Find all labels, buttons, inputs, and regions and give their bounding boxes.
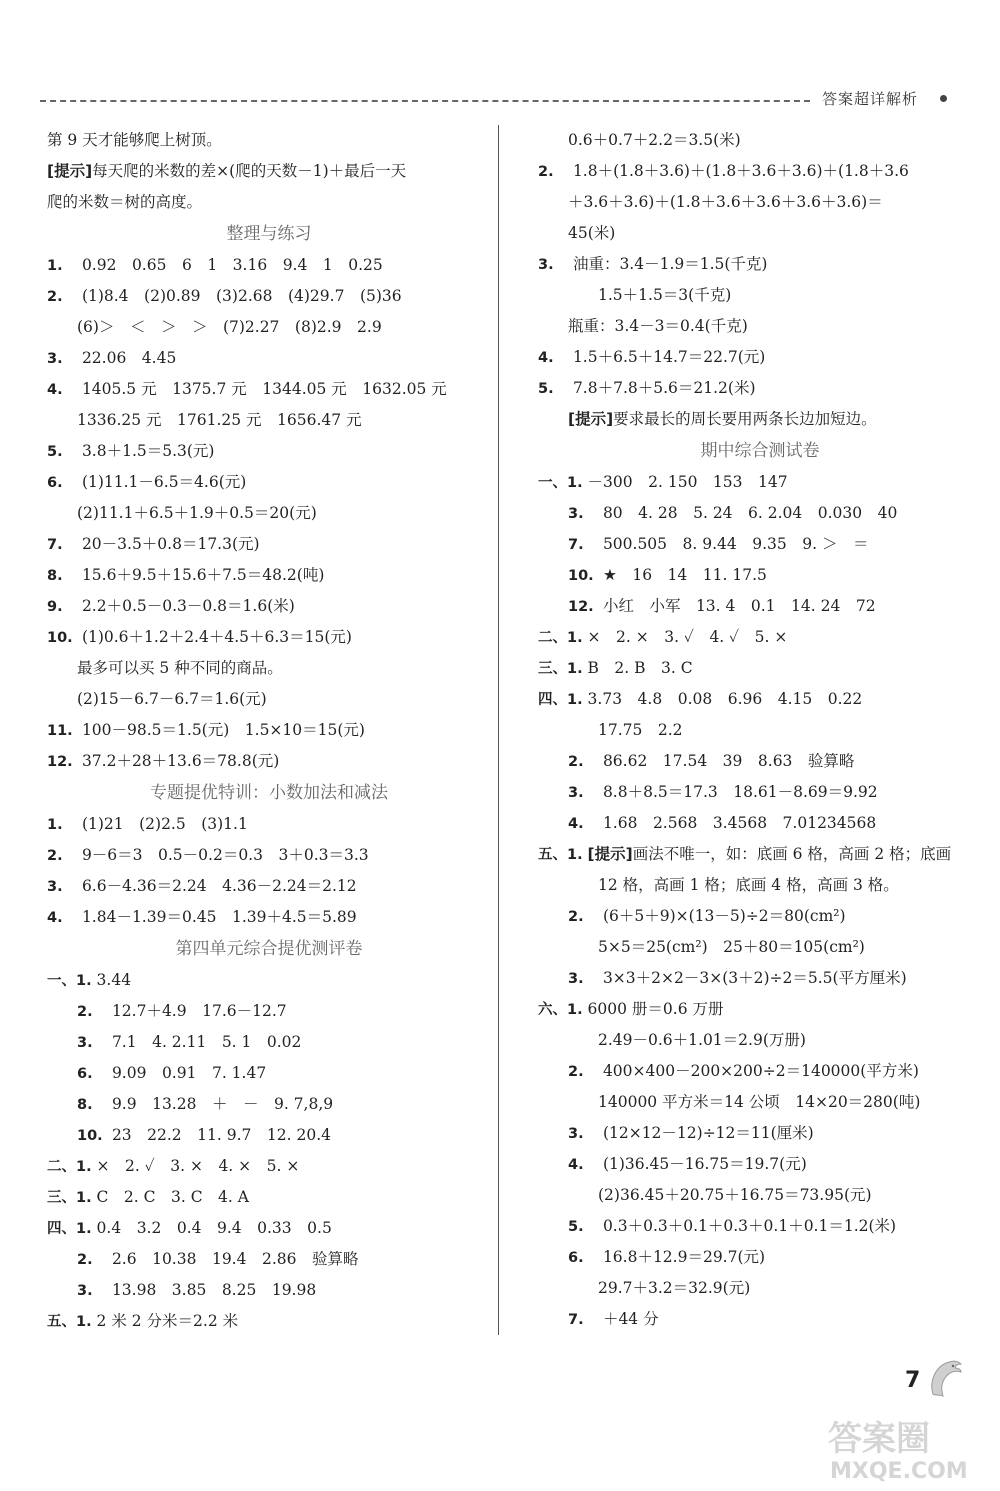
- answer-line: [538, 1118, 958, 1149]
- answer-line: [538, 218, 958, 249]
- answer-text: 140000 平方米＝14 公顷 14×20＝280(吨): [598, 1093, 921, 1111]
- item-number: 3.: [77, 1283, 93, 1299]
- answer-text: 2.49－0.6＋1.01＝2.9(万册): [598, 1031, 806, 1049]
- answer-line: [47, 498, 467, 529]
- item-number: 2.: [47, 848, 63, 864]
- answer-line: [47, 1275, 467, 1306]
- item-number: 二、1.: [538, 630, 583, 646]
- answer-text: 80 4. 28 5. 24 6. 2.04 0.030 40: [602, 504, 898, 522]
- answer-line: [538, 529, 958, 560]
- item-number: 10.: [47, 630, 73, 646]
- section-heading: 整理与练习: [226, 224, 312, 244]
- item-number: 三、1.: [538, 661, 583, 677]
- answer-text: 2 米 2 分米＝2.2 米: [96, 1312, 239, 1330]
- answer-line: [538, 1056, 958, 1087]
- answer-text: 15.6＋9.5＋15.6＋7.5＝48.2(吨): [81, 566, 325, 584]
- answer-text: 1.5＋6.5＋14.7＝22.7(元): [572, 348, 766, 366]
- answer-line: [47, 1244, 467, 1275]
- answer-text: 22.06 4.45: [81, 349, 177, 367]
- item-number: 12.: [568, 599, 594, 615]
- answer-line: [538, 342, 958, 373]
- answer-line: [538, 1211, 958, 1242]
- answer-line: [538, 684, 958, 715]
- item-number: 4.: [47, 382, 63, 398]
- answer-text: 9.09 0.91 7. 1.47: [111, 1064, 267, 1082]
- answer-line: [538, 622, 958, 653]
- answer-text: 3.44: [96, 971, 132, 989]
- item-number: 三、1.: [47, 1190, 92, 1206]
- answer-text: 画法不唯一，如：底画 6 格，高画 2 格；底画: [632, 845, 952, 863]
- answer-text: 1.84－1.39＝0.45 1.39＋4.5＝5.89: [81, 908, 357, 926]
- answer-text: 12.7＋4.9 17.6－12.7: [111, 1002, 287, 1020]
- answer-text: ＋3.6＋3.6)＋(1.8＋3.6＋3.6＋3.6＋3.6)＝: [568, 193, 883, 211]
- answer-line: [538, 498, 958, 529]
- answer-text: 100－98.5＝1.5(元) 1.5×10＝15(元): [81, 721, 365, 739]
- answer-text: 8.8＋8.5＝17.3 18.61－8.69＝9.92: [602, 783, 878, 801]
- answer-text: 400×400－200×200÷2＝140000(平方米): [602, 1062, 919, 1080]
- answer-line: [538, 404, 958, 435]
- item-number: 5.: [538, 381, 554, 397]
- item-number: 7.: [568, 537, 584, 553]
- item-number: 5.: [47, 444, 63, 460]
- answer-line: [538, 249, 958, 280]
- item-number: 9.: [47, 599, 63, 615]
- tip-label: [提示]: [587, 845, 633, 863]
- answer-line: [47, 1306, 467, 1337]
- answer-text: 爬的米数＝树的高度。: [47, 193, 203, 211]
- answer-text: (12×12－12)÷12＝11(厘米): [602, 1124, 814, 1142]
- answer-text: ★ 16 14 11. 17.5: [602, 566, 767, 584]
- item-number: 六、1.: [538, 1002, 583, 1018]
- answer-line: [47, 840, 467, 871]
- answer-text: 86.62 17.54 39 8.63 验算略: [602, 752, 855, 770]
- answer-text: 小红 小军 13. 4 0.1 14. 24 72: [602, 597, 876, 615]
- answer-line: [47, 996, 467, 1027]
- item-number: 四、1.: [47, 1221, 92, 1237]
- answer-line: [538, 1242, 958, 1273]
- answer-line: [47, 1151, 467, 1182]
- page-number: 7: [905, 1368, 921, 1393]
- answer-line: [538, 870, 958, 901]
- answer-line: [47, 156, 467, 187]
- item-number: 一、1.: [538, 475, 583, 491]
- dolphin-icon: [925, 1356, 965, 1400]
- answer-text: 5×5＝25(cm²) 25＋80＝105(cm²): [598, 938, 865, 956]
- item-number: 2.: [47, 289, 63, 305]
- item-number: 2.: [568, 754, 584, 770]
- answer-text: 1336.25 元 1761.25 元 1656.47 元: [77, 411, 362, 429]
- answer-line: [538, 777, 958, 808]
- answer-line: [538, 715, 958, 746]
- answer-line: [47, 529, 467, 560]
- answer-text: －300 2. 150 153 147: [587, 473, 788, 491]
- answer-text: 29.7＋3.2＝32.9(元): [598, 1279, 751, 1297]
- item-number: 8.: [77, 1097, 93, 1113]
- answer-text: 2.2＋0.5－0.3－0.8＝1.6(米): [81, 597, 295, 615]
- right-column: [538, 125, 958, 1335]
- answer-line: [538, 746, 958, 777]
- item-number: 5.: [568, 1219, 584, 1235]
- item-number: 11.: [47, 723, 73, 739]
- answer-text: 要求最长的周长要用两条长边加短边。: [613, 410, 877, 428]
- answer-line: [538, 932, 958, 963]
- answer-line: [47, 653, 467, 684]
- item-number: 二、1.: [47, 1159, 92, 1175]
- watermark-line2: MXQE.COM: [830, 1459, 968, 1484]
- answer-text: 每天爬的米数的差×(爬的天数－1)＋最后一天: [92, 162, 407, 180]
- item-number: 3.: [538, 257, 554, 273]
- answer-line: [538, 1025, 958, 1056]
- answer-line: [538, 467, 958, 498]
- item-number: 四、1.: [538, 692, 583, 708]
- answer-text: (1)8.4 (2)0.89 (3)2.68 (4)29.7 (5)36: [81, 287, 402, 305]
- answer-text: 7.8＋7.8＋5.6＝21.2(米): [572, 379, 756, 397]
- answer-line: [47, 684, 467, 715]
- answer-line: [47, 436, 467, 467]
- answer-line: [47, 1058, 467, 1089]
- answer-text: 1.8＋(1.8＋3.6)＋(1.8＋3.6＋3.6)＋(1.8＋3.6: [572, 162, 909, 180]
- item-number: 1.: [47, 258, 63, 274]
- answer-text: 0.3＋0.3＋0.1＋0.3＋0.1＋0.1＝1.2(米): [602, 1217, 897, 1235]
- answer-line: [538, 963, 958, 994]
- item-number: 3.: [568, 1126, 584, 1142]
- answer-line: [47, 715, 467, 746]
- answer-text: (1)11.1－6.5＝4.6(元): [81, 473, 247, 491]
- item-number: 3.: [47, 879, 63, 895]
- item-number: 10.: [568, 568, 594, 584]
- answer-line: [538, 1180, 958, 1211]
- item-number: 10.: [77, 1128, 103, 1144]
- answer-text: 最多可以买 5 种不同的商品。: [77, 659, 283, 677]
- answer-text: × 2. ✓ 3. × 4. × 5. ×: [96, 1157, 300, 1175]
- tip-label: [提示]: [568, 410, 614, 428]
- answer-text: (1)36.45－16.75＝19.7(元): [602, 1155, 807, 1173]
- answer-text: (2)36.45＋20.75＋16.75＝73.95(元): [598, 1186, 872, 1204]
- answer-line: [47, 560, 467, 591]
- answer-line: [538, 373, 958, 404]
- answer-line: [47, 312, 467, 343]
- answer-line: [47, 1120, 467, 1151]
- answer-text: 45(米): [568, 224, 616, 242]
- item-number: 4.: [538, 350, 554, 366]
- answer-text: 2.6 10.38 19.4 2.86 验算略: [111, 1250, 359, 1268]
- answer-line: [47, 1027, 467, 1058]
- answer-line: [47, 622, 467, 653]
- answer-text: 23 22.2 11. 9.7 12. 20.4: [111, 1126, 331, 1144]
- answer-line: [47, 1089, 467, 1120]
- item-number: 2.: [77, 1004, 93, 1020]
- item-number: 6.: [568, 1250, 584, 1266]
- answer-line: [538, 808, 958, 839]
- item-number: 7.: [568, 1312, 584, 1328]
- answer-line: [47, 1213, 467, 1244]
- answer-line: [538, 1087, 958, 1118]
- answer-text: × 2. × 3. ✓ 4. ✓ 5. ×: [587, 628, 788, 646]
- answer-line: [47, 746, 467, 777]
- answer-line: [47, 187, 467, 218]
- answer-text: 6.6－4.36＝2.24 4.36－2.24＝2.12: [81, 877, 357, 895]
- answer-line: [47, 591, 467, 622]
- answer-line: [538, 591, 958, 622]
- item-number: 4.: [568, 1157, 584, 1173]
- item-number: 12.: [47, 754, 73, 770]
- answer-line: [47, 902, 467, 933]
- answer-line: [538, 156, 958, 187]
- item-number: 3.: [568, 785, 584, 801]
- answer-text: 7.1 4. 2.11 5. 1 0.02: [111, 1033, 302, 1051]
- answer-text: (1)21 (2)2.5 (3)1.1: [81, 815, 248, 833]
- answer-text: 17.75 2.2: [598, 721, 683, 739]
- answer-text: 13.98 3.85 8.25 19.98: [111, 1281, 317, 1299]
- item-number: 6.: [47, 475, 63, 491]
- section-heading: 专题提优特训：小数加法和减法: [150, 783, 388, 803]
- answer-text: (2)11.1＋6.5＋1.9＋0.5＝20(元): [77, 504, 317, 522]
- answer-line: [47, 965, 467, 996]
- answer-line: [47, 250, 467, 281]
- item-number: 1.: [47, 817, 63, 833]
- answer-line: [47, 1182, 467, 1213]
- answer-line: [47, 374, 467, 405]
- answer-line: [47, 125, 467, 156]
- answer-line: [538, 311, 958, 342]
- answer-text: 1405.5 元 1375.7 元 1344.05 元 1632.05 元: [81, 380, 447, 398]
- watermark-line1: 答案圈: [828, 1419, 930, 1459]
- answer-line: [538, 1149, 958, 1180]
- section-heading: 第四单元综合提优测评卷: [175, 939, 363, 959]
- answer-text: 油重：3.4－1.9＝1.5(千克): [572, 255, 768, 273]
- answer-text: 0.6＋0.7＋2.2＝3.5(米): [568, 131, 741, 149]
- answer-line: [47, 343, 467, 374]
- item-number: 3.: [568, 506, 584, 522]
- item-number: 4.: [47, 910, 63, 926]
- answer-text: (2)15－6.7－6.7＝1.6(元): [77, 690, 267, 708]
- answer-text: (6)＞ ＜ ＞ ＞ (7)2.27 (8)2.9 2.9: [77, 318, 382, 336]
- section-heading: 期中综合测试卷: [700, 441, 820, 461]
- item-number: 6.: [77, 1066, 93, 1082]
- header-title: 答案超详解析: [822, 90, 919, 108]
- answer-line: [47, 405, 467, 436]
- item-number: 2.: [77, 1252, 93, 1268]
- item-number: 3.: [47, 351, 63, 367]
- answer-text: 0.92 0.65 6 1 3.16 9.4 1 0.25: [81, 256, 383, 274]
- item-number: 4.: [568, 816, 584, 832]
- item-number: 2.: [568, 1064, 584, 1080]
- answer-text: 3.73 4.8 0.08 6.96 4.15 0.22: [587, 690, 863, 708]
- answer-line: [538, 125, 958, 156]
- answer-text: 3.8＋1.5＝5.3(元): [81, 442, 215, 460]
- answer-text: 第 9 天才能够爬上树顶。: [47, 131, 222, 149]
- left-column: [47, 125, 467, 1337]
- item-number: 2.: [568, 909, 584, 925]
- answer-text: (1)0.6＋1.2＋2.4＋4.5＋6.3＝15(元): [81, 628, 352, 646]
- answer-text: 12 格，高画 1 格；底画 4 格，高画 3 格。: [598, 876, 899, 894]
- tip-label: [提示]: [47, 162, 93, 180]
- answer-line: [538, 653, 958, 684]
- answer-text: 20－3.5＋0.8＝17.3(元): [81, 535, 260, 553]
- item-number: 一、1.: [47, 973, 92, 989]
- item-number: 五、1.: [538, 847, 583, 863]
- item-number: 3.: [77, 1035, 93, 1051]
- answer-line: [538, 560, 958, 591]
- item-number: 8.: [47, 568, 63, 584]
- column-divider: [498, 125, 499, 1335]
- answer-text: 37.2＋28＋13.6＝78.8(元): [81, 752, 280, 770]
- answer-text: 9.9 13.28 ＋ － 9. 7,8,9: [111, 1095, 334, 1113]
- header-rule: [40, 100, 810, 102]
- answer-text: 0.4 3.2 0.4 9.4 0.33 0.5: [96, 1219, 332, 1237]
- answer-text: 16.8＋12.9＝29.7(元): [602, 1248, 766, 1266]
- answer-text: 1.68 2.568 3.4568 7.01234568: [602, 814, 877, 832]
- item-number: 2.: [538, 164, 554, 180]
- answer-text: C 2. C 3. C 4. A: [96, 1188, 249, 1206]
- answer-line: [538, 994, 958, 1025]
- item-number: 3.: [568, 971, 584, 987]
- answer-line: [538, 1304, 958, 1335]
- dot-icon: [940, 95, 947, 102]
- answer-text: ＋44 分: [602, 1310, 659, 1328]
- answer-text: 1.5＋1.5＝3(千克): [598, 286, 732, 304]
- answer-text: B 2. B 3. C: [587, 659, 693, 677]
- answer-line: [538, 901, 958, 932]
- item-number: 7.: [47, 537, 63, 553]
- watermark: [820, 1410, 995, 1485]
- answer-text: 3×3＋2×2－3×(3＋2)÷2＝5.5(平方厘米): [602, 969, 907, 987]
- answer-line: [538, 1273, 958, 1304]
- answer-text: (6＋5＋9)×(13－5)÷2＝80(cm²): [602, 907, 846, 925]
- answer-line: [538, 280, 958, 311]
- answer-line: [47, 467, 467, 498]
- answer-line: [47, 871, 467, 902]
- item-number: 五、1.: [47, 1314, 92, 1330]
- answer-text: 9－6＝3 0.5－0.2＝0.3 3＋0.3＝3.3: [81, 846, 369, 864]
- answer-text: 500.505 8. 9.44 9.35 9. ＞ ＝: [602, 535, 869, 553]
- answer-line: [538, 187, 958, 218]
- answer-line: [47, 809, 467, 840]
- answer-text: 瓶重：3.4－3＝0.4(千克): [568, 317, 748, 335]
- answer-line: [47, 281, 467, 312]
- answer-line: [538, 839, 958, 870]
- answer-text: 6000 册＝0.6 万册: [587, 1000, 724, 1018]
